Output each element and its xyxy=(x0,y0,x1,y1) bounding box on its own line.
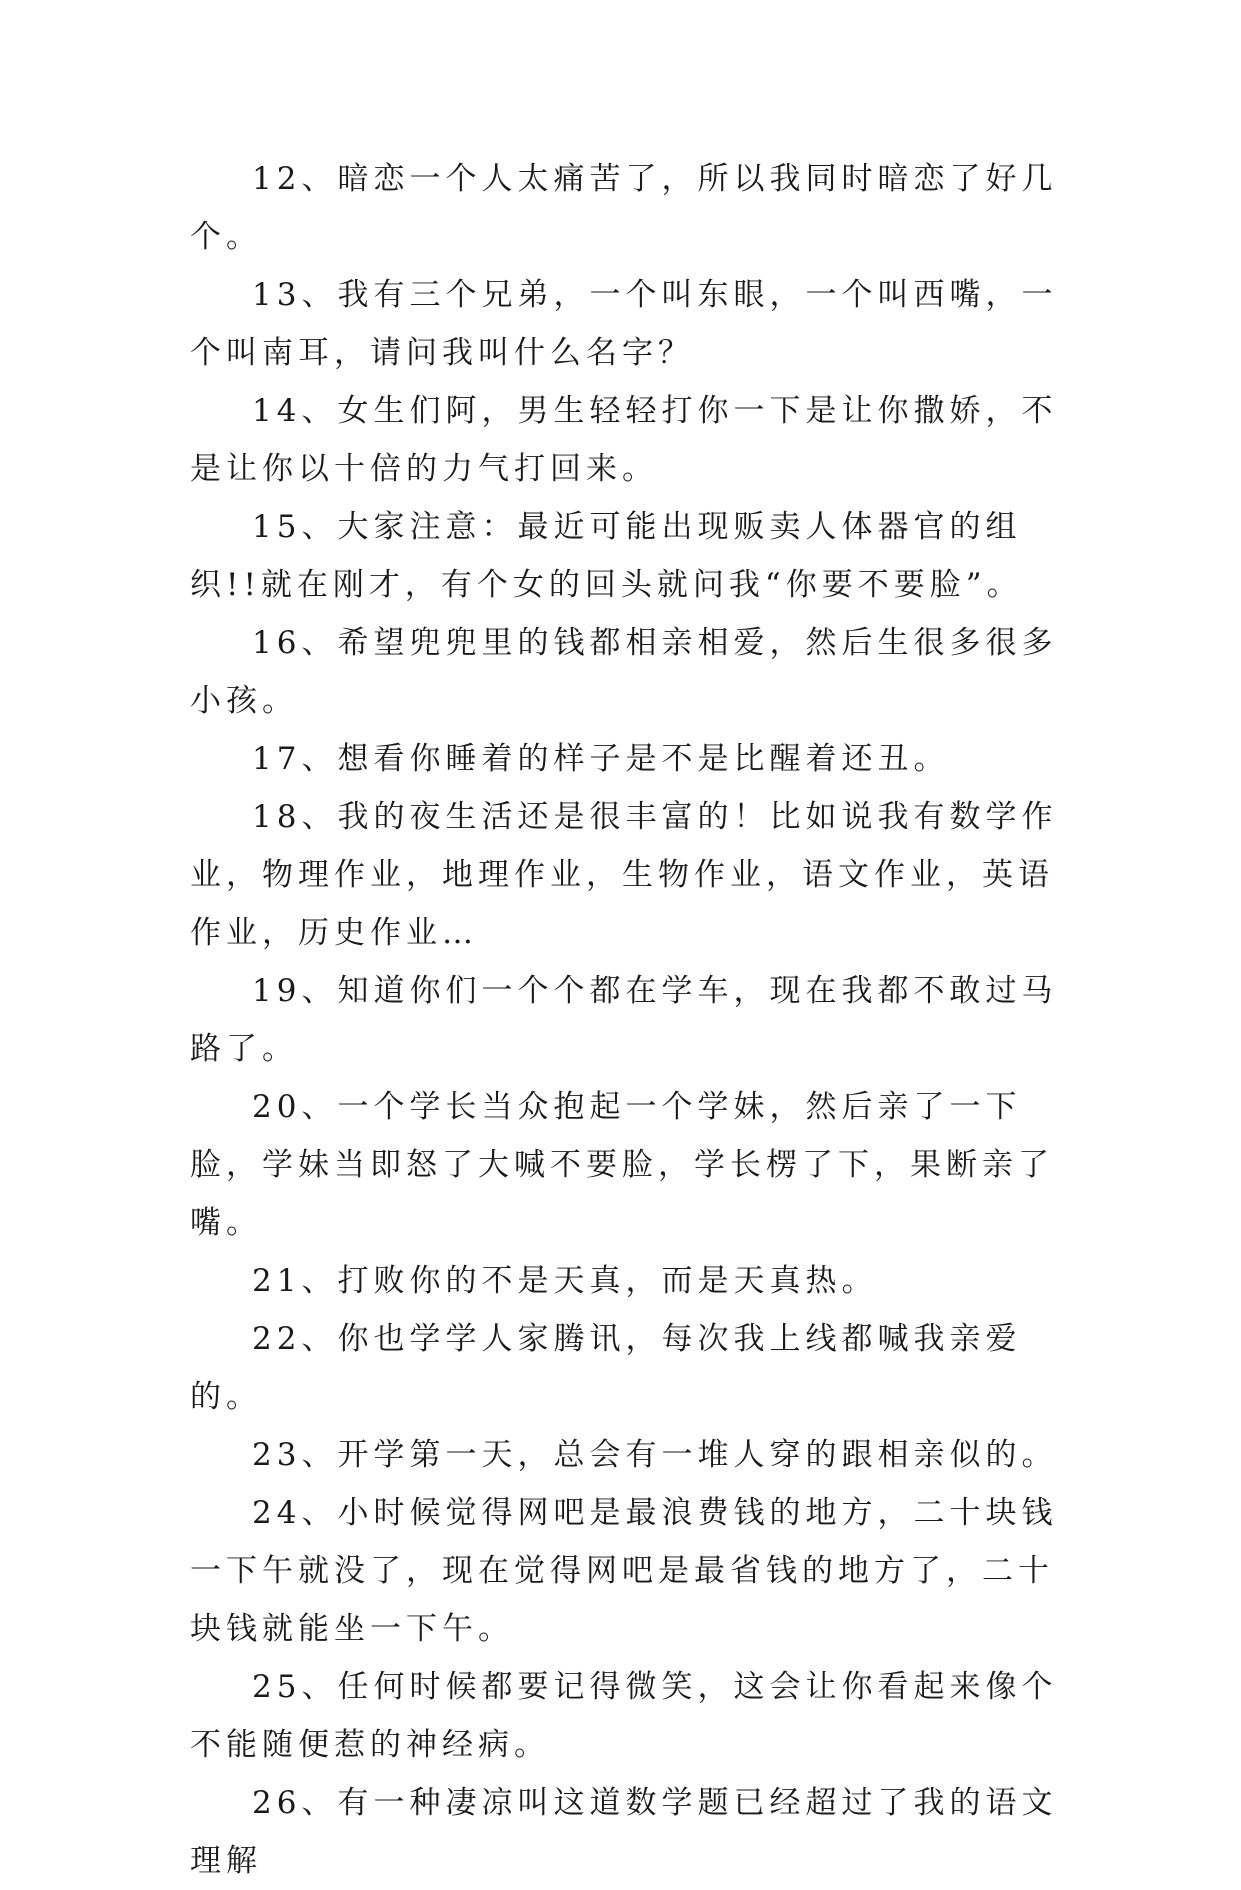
paragraph-25: 25、任何时候都要记得微笑，这会让你看起来像个不能随便惹的神经病。 xyxy=(190,1669,1058,1763)
paragraph-14: 14、女生们阿，男生轻轻打你一下是让你撒娇，不是让你以十倍的力气打回来。 xyxy=(190,393,1058,487)
paragraph-17: 17、想看你睡着的样子是不是比醒着还丑。 xyxy=(252,741,950,777)
paragraph-22: 22、你也学学人家腾讯，每次我上线都喊我亲爱的。 xyxy=(190,1321,1022,1415)
paragraph-19: 19、知道你们一个个都在学车，现在我都不敢过马路了。 xyxy=(190,973,1058,1067)
paragraph-21: 21、打败你的不是天真，而是天真热。 xyxy=(252,1263,878,1299)
paragraph-26: 26、有一种凄凉叫这道数学题已经超过了我的语文理解 xyxy=(190,1785,1058,1879)
paragraph-16: 16、希望兜兜里的钱都相亲相爱，然后生很多很多小孩。 xyxy=(190,625,1058,719)
document-body xyxy=(190,150,1070,1890)
paragraph-12: 12、暗恋一个人太痛苦了，所以我同时暗恋了好几个。 xyxy=(190,161,1058,255)
paragraph-24: 24、小时候觉得网吧是最浪费钱的地方，二十块钱一下午就没了，现在觉得网吧是最省钱的地方了，二十块钱就能坐一下午。 xyxy=(190,1495,1058,1647)
paragraph-15: 15、大家注意：最近可能出现贩卖人体器官的组织!!就在刚才，有个女的回头就问我“你要不要脸”。 xyxy=(190,509,1023,603)
paragraph-13: 13、我有三个兄弟，一个叫东眼，一个叫西嘴，一个叫南耳，请问我叫什么名字？ xyxy=(190,277,1058,371)
paragraph-20: 20、一个学长当众抱起一个学妹，然后亲了一下脸，学妹当即怒了大喊不要脸，学长楞了下，果断亲了嘴。 xyxy=(190,1089,1054,1241)
paragraph-23: 23、开学第一天，总会有一堆人穿的跟相亲似的。 xyxy=(252,1437,1058,1473)
paragraph-18: 18、我的夜生活还是很丰富的！比如说我有数学作业，物理作业，地理作业，生物作业，语文作业，英语作业，历史作业… xyxy=(190,799,1058,951)
